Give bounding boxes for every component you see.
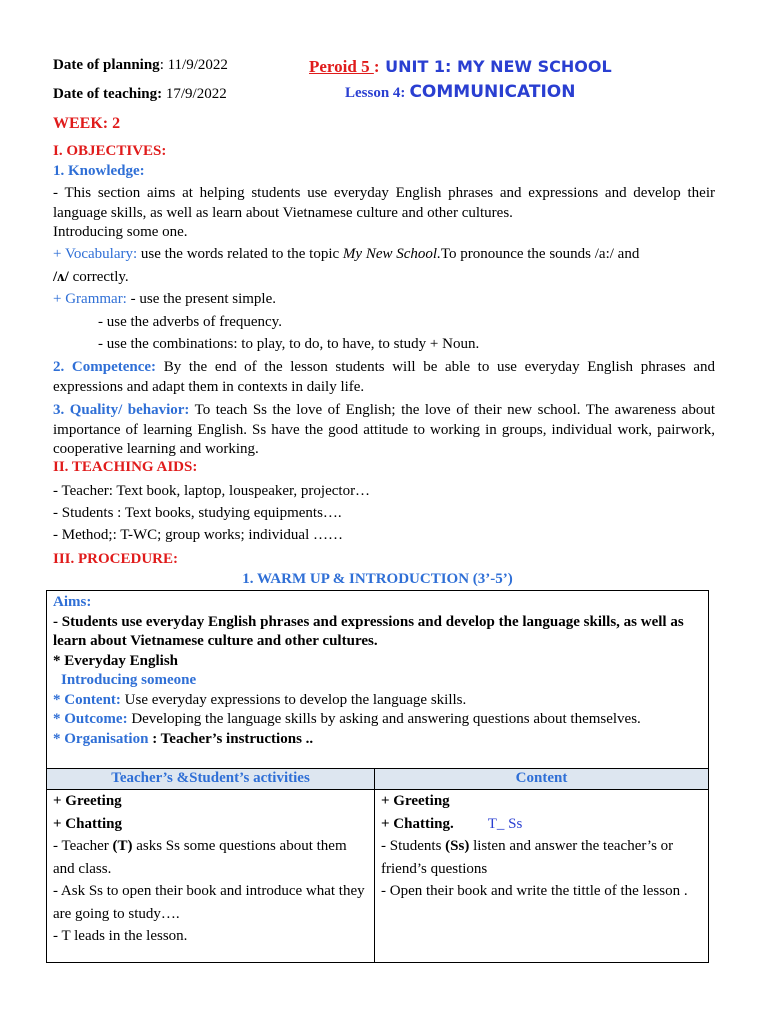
content-line [53,691,702,711]
aids-method: - Method;: T-WC; group works; individual …… [53,527,343,543]
grammar-label: + Grammar: [53,291,127,307]
outcome-label: * Outcome: [53,711,128,727]
interaction-pattern: T_ Ss [487,815,523,832]
teaching-value: 17/9/2022 [162,86,227,102]
grammar-item-1: - use the present simple. [126,291,276,307]
aids-teacher: - Teacher: Text book, laptop, louspeaker, projector… [53,483,371,499]
left-line-1-t: (T) [112,838,133,854]
right-line-1 [381,835,702,880]
teaching-aids-heading: II. TEACHING AIDS: [53,459,198,475]
planning-date [53,56,228,74]
vocabulary-text-a: use the words related to the topic [137,246,343,262]
outcome-line [53,710,702,730]
competence-paragraph [53,358,715,397]
aims-cell [47,591,709,769]
right-line-2: - Open their book and write the tittle of the lesson . [381,883,688,899]
quality-paragraph [53,401,715,460]
grammar-line-1 [53,290,276,310]
unit-label: UNIT 1: MY NEW SCHOOL [379,57,612,76]
vocabulary-text-b: To pronounce the sounds /a:/ and [440,246,640,262]
unit-title [309,57,612,77]
activities-cell [47,790,375,963]
outcome-text: Developing the language skills by asking and answering questions about themselves. [127,711,641,727]
knowledge-text-2: Introducing some one. [53,224,188,240]
vocabulary-sound: /ʌ/ [53,269,69,285]
planning-value: : 11/9/2022 [159,57,228,73]
aims-text: - Students use everyday English phrases and expressions and develop the language skills, as well as learn about Vietnamese culture and other cultures. [53,613,684,649]
left-line-1a: - Teacher [53,838,113,854]
teaching-date [53,85,227,103]
organisation-label: * Organisation [53,730,149,747]
objectives-heading: I. OBJECTIVES: [53,143,167,159]
lesson-name: COMMUNICATION [409,82,576,102]
left-greeting: + Greeting [53,793,122,809]
vocabulary-topic: My New School. [342,246,441,262]
content-label: * Content: [53,691,121,708]
week-label: WEEK: 2 [53,115,121,132]
vocabulary-line-2 [53,268,129,288]
right-greeting: + Greeting [381,793,450,809]
quality-label: 3. Quality/ behavior: [53,402,190,418]
organisation-text: : Teacher’s instructions .. [148,730,314,747]
knowledge-heading: 1. Knowledge: [53,163,145,179]
left-line-1b: asks Ss some questions about them and class. [53,838,347,877]
quality-text: To teach Ss the love of English; the love of their new school. The awareness about importance of learning English. Ss have the good attitude to working in groups, individual work, pairwork, cooperative learning and working. [53,402,715,457]
vocabulary-line [53,245,715,265]
right-line-1-ss: (Ss) [445,838,470,854]
everyday-english: * Everyday English [53,652,179,669]
left-chatting: + Chatting [53,815,122,832]
warmup-heading: 1. WARM UP & INTRODUCTION (3’-5’) [242,571,513,587]
lesson-title [345,82,575,102]
period-colon: : [373,57,380,76]
knowledge-text: - This section aims at helping students use everyday English phrases and expressions and develop their language skills, as well as learn about Vietnamese culture and other cultures. [53,185,715,221]
aims-label: Aims: [53,594,92,610]
right-line-1b: listen and answer the teacher’s or friend’s questions [381,838,674,877]
right-line-1a: - Students [381,838,446,854]
organisation-line [53,730,702,750]
left-line-3: - T leads in the lesson. [53,928,188,944]
period-label: Peroid 5 [309,57,374,76]
grammar-item-3: - use the combinations: to play, to do, to have, to study + Noun. [98,336,480,352]
right-chatting-line [381,813,702,836]
planning-label: Date of planning [53,57,160,73]
procedure-table [46,590,709,963]
content-cell [375,790,709,963]
competence-text: By the end of the lesson students will be able to use everyday English phrases and expressions and adapt them in contexts in daily life. [53,359,716,395]
aids-students: - Students : Text books, studying equipments…. [53,505,342,521]
left-line-1 [53,835,368,880]
left-line-2: - Ask Ss to open their book and introduce what they are going to study…. [53,883,365,922]
activities-header: Teacher’s &Student’s activities [47,769,375,790]
vocabulary-text-c: correctly. [68,269,129,285]
introducing-someone: Introducing someone [61,672,197,688]
lesson-label: Lesson 4: [345,85,406,101]
right-chatting: + Chatting. [381,815,454,832]
content-header: Content [375,769,709,790]
content-text: Use everyday expressions to develop the language skills. [120,691,467,708]
procedure-heading: III. PROCEDURE: [53,551,179,567]
grammar-item-2: - use the adverbs of frequency. [98,314,282,330]
teaching-label: Date of teaching: [53,86,163,102]
vocabulary-label: + Vocabulary: [53,246,138,262]
competence-label: 2. Competence: [53,359,157,375]
